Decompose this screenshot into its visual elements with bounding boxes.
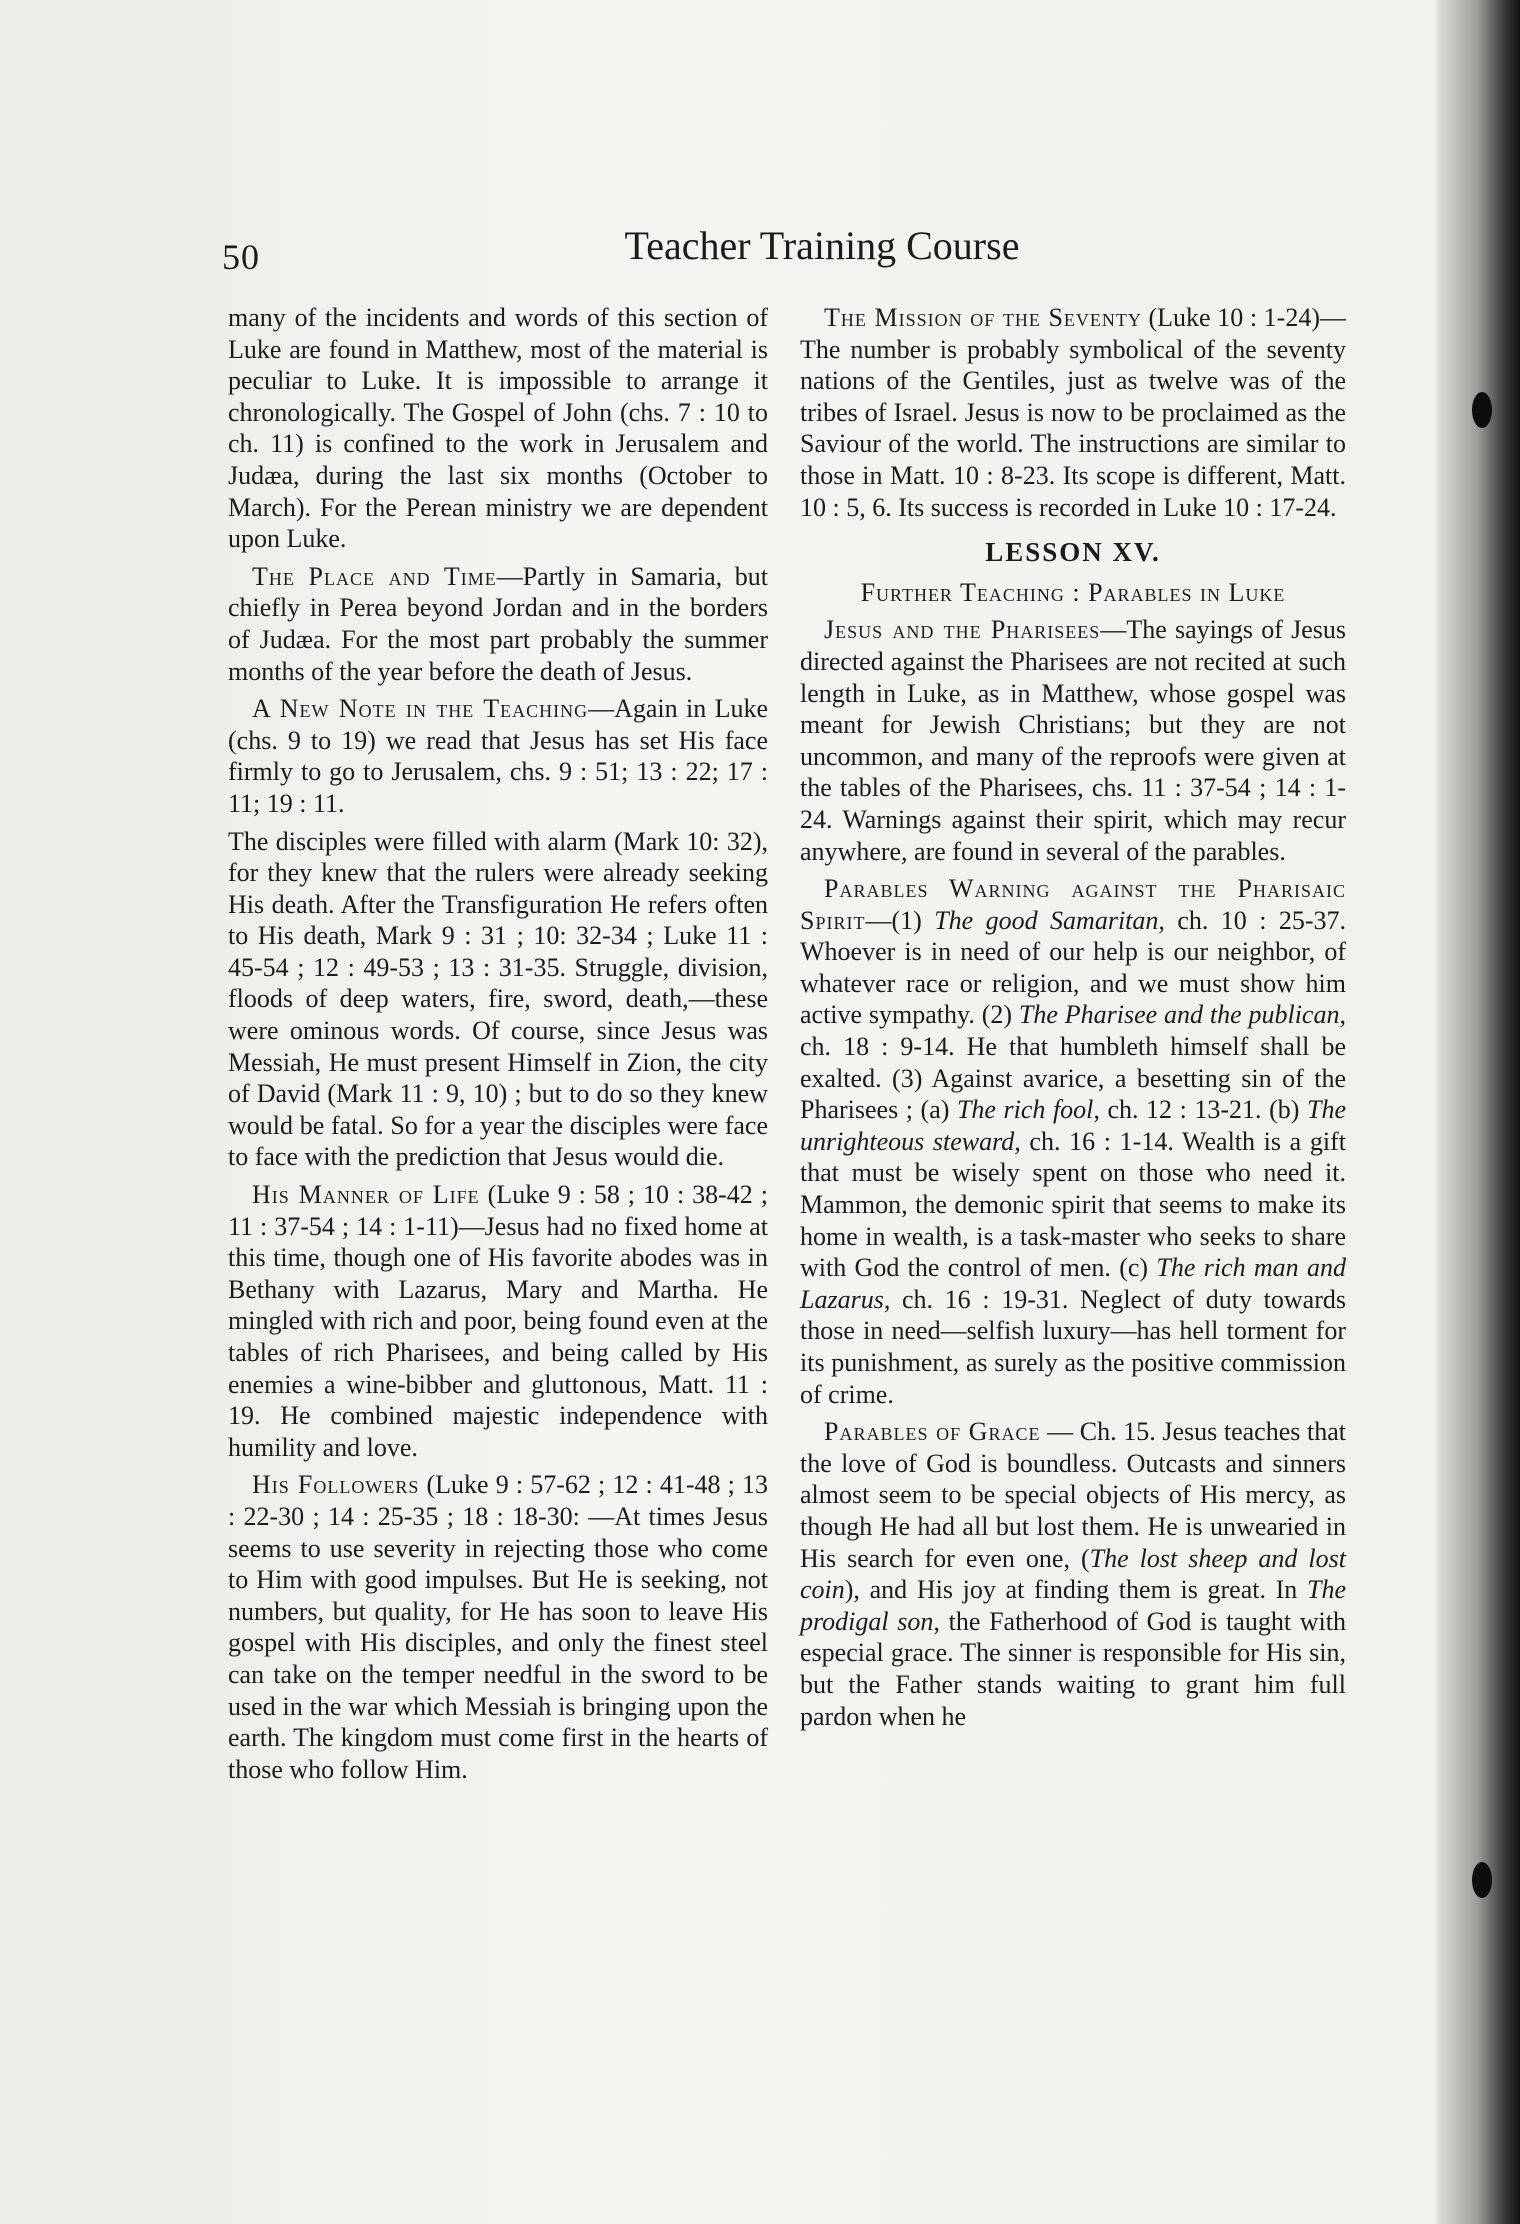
paragraph-new-note	[228, 693, 768, 819]
parable-title: The lost sheep and lost coin	[800, 1543, 1346, 1605]
paragraph-text: (Luke 10 : 1-24)—The number is probably symbolical of the seventy nations of the Gentiles, just as twelve was of the tribes of Israel. Jesus is now to be proclaimed as the Saviour of the world. The instructions are similar to those in Matt. 10 : 8-23. Its scope is different, Matt. 10 : 5, 6. Its success is recorded in Luke 10 : 17-24.	[800, 303, 1346, 522]
paragraph-intro: many of the incidents and words of this section of Luke are found in Matthew, most of the material is peculiar to Luke. It is impossible to arrange it chronologically. The Gospel of John (chs. 7 : 10 to ch. 11) is confined to the work in Jerusalem and Judæa, during the last six months (October to March). For the Perean ministry we are dependent upon Luke.	[228, 303, 768, 554]
page-number: 50	[222, 237, 260, 277]
paragraph-text: —(1)	[865, 905, 935, 935]
paragraph-mission-of-seventy	[800, 302, 1346, 523]
paragraph-text: —Partly in Samaria, but chiefly in Perea beyond Jordan and in the borders of Judæa. For the most part probably the summer months of the year before the death of Jesus.	[228, 561, 768, 686]
paragraph-text: (Luke 9 : 58 ; 10 : 38-42 ; 11 : 37-54 ; 14 : 1-11)—Jesus had no fixed home at this time, though one of His favorite abodes was in Bethany with Lazarus, Mary and Martha. He mingled with rich and poor, being found even at the tables of rich Pharisees, and being called by His enemies a wine-bibber and gluttonous, Matt. 11 : 19. He combined majestic independence with humility and love.	[228, 1180, 768, 1462]
parable-title: The good Samaritan,	[934, 905, 1165, 935]
paragraph-text: ch. 16 : 19-31. Neglect of duty towards those in need—selfish luxury—has hell torment for its punishment, as surely as the positive commission of crime.	[800, 1284, 1346, 1409]
paragraph-text: ch. 10 : 25-37. Whoever is in need of our help is our neighbor, of whatever race or religion, and we must show him active sympathy. (2)	[800, 905, 1347, 1030]
parable-title: The rich fool,	[956, 1095, 1100, 1125]
running-title: Teacher Training Course	[624, 223, 1020, 268]
section-heading: Parables Warning against the Pharisaic Spirit	[800, 874, 1346, 935]
paragraph-place-and-time	[228, 561, 768, 687]
paragraph-text: (Luke 9 : 57-62 ; 12 : 41-48 ; 13 : 22-30 ; 14 : 25-35 ; 18 : 18-30: —At times Jesus seems to use severity in rejecting those who come to Him with good impulses. But He is seeking, not numbers, but quality, for He has soon to leave His gospel with His disciples, and only the finest steel can take on the temper needful in the sword to be used in the war which Messiah is bringing upon the earth. The kingdom must come first in the hearts of those who follow Him.	[228, 1470, 769, 1784]
section-heading: Jesus and the Pharisees	[824, 615, 1101, 645]
paragraph-text: ), and His joy at finding them is great. In	[844, 1575, 1307, 1605]
parable-title: The prodigal son,	[800, 1575, 1346, 1636]
parable-title: The unrighteous steward,	[800, 1095, 1346, 1156]
paragraph-text: ch. 12 : 13-21. (b)	[1099, 1095, 1307, 1125]
parable-title: The rich man and Lazarus,	[800, 1253, 1346, 1314]
section-heading: A New Note in the Teaching	[252, 694, 589, 724]
section-heading: The Mission of the Seventy	[824, 303, 1142, 332]
left-column	[228, 302, 768, 1791]
section-heading: His Manner of Life	[252, 1180, 480, 1210]
binding-hole-icon	[1472, 1862, 1492, 1898]
paragraph-text: ch. 18 : 9-14. He that humbleth himself shall be exalted. (3) Against avarice, a besetting sin of the Pharisees ; (a)	[800, 1032, 1346, 1125]
paragraph-jesus-and-pharisees	[800, 614, 1346, 867]
paragraph-manner-of-life	[228, 1179, 768, 1463]
paragraph-text: —The sayings of Jesus directed against the Pharisees are not recited at such length in Luke, as in Matthew, whose gospel was meant for Jewish Christians; but they are not uncommon, and many of the reproofs were given at the tables of the Pharisees, chs. 11 : 37-54 ; 14 : 1-24. Warnings against their spirit, which may recur anywhere, are found in several of the parables.	[800, 615, 1346, 866]
section-heading: His Followers	[252, 1470, 420, 1500]
paragraph-warning-parables	[800, 873, 1346, 1410]
binding-hole-icon	[1472, 392, 1492, 428]
section-heading: Parables of Grace	[824, 1417, 1041, 1447]
right-column	[800, 302, 1346, 1738]
paragraph-parables-of-grace	[800, 1416, 1346, 1732]
paragraph-followers	[228, 1469, 768, 1785]
paragraph-disciples: The disciples were filled with alarm (Mark 10: 32), for they knew that the rulers were already seeking His death. After the Transfiguration He refers often to His death, Mark 9 : 31 ; 10: 32-34 ; Luke 11 : 45-54 ; 12 : 49-53 ; 13 : 31-35. Struggle, division, floods of deep waters, fire, sword, death,—these were ominous words. Of course, since Jesus was Messiah, He must present Himself in Zion, the city of David (Mark 11 : 9, 10) ; but to do so they knew would be fatal. So for a year the disciples were face to face with the prediction that Jesus would die.	[228, 826, 768, 1172]
paragraph-text: — Ch. 15. Jesus teaches that the love of God is boundless. Outcasts and sinners almost seem to be special objects of His mercy, as though He had all but lost them. He is unwearied in His search for even one, (	[800, 1417, 1346, 1573]
paragraph-text: —Again in Luke (chs. 9 to 19) we read that Jesus has set His face firmly to go to Jerusalem, chs. 9 : 51; 13 : 22; 17 : 11; 19 : 11.	[228, 694, 768, 818]
section-heading: The Place and Time	[252, 561, 497, 591]
paragraph-text: ch. 16 : 1-14. Wealth is a gift that must be wisely spent on those who need it. Mammon, the demonic spirit that seems to make its home in wealth, is a task-master who seeks to share with God the control of men. (c)	[800, 1126, 1346, 1283]
lesson-subtitle: Further Teaching : Parables in Luke	[860, 577, 1286, 607]
parable-title: The Pharisee and the publican,	[1018, 1000, 1346, 1030]
running-head	[222, 222, 1352, 282]
lesson-title: LESSON XV.	[985, 537, 1161, 568]
paragraph-text: the Fatherhood of God is taught with especial grace. The sinner is responsible for His sin, but the Father stands waiting to grant him full pardon when he	[800, 1606, 1346, 1731]
